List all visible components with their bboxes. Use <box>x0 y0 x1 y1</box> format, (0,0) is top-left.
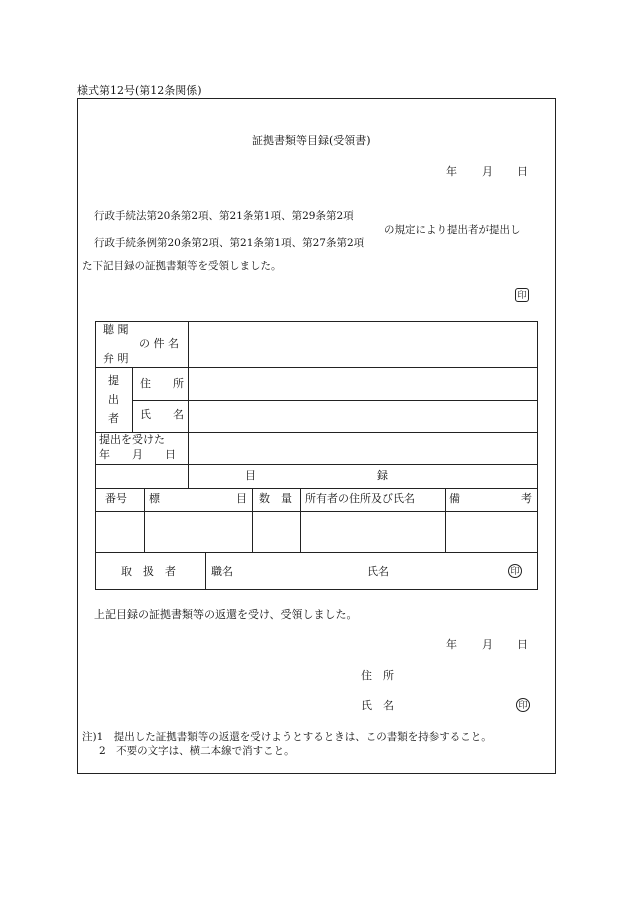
catalog-label-left: 目 <box>245 469 256 482</box>
form-title: 証拠書類等目録(受領書) <box>252 134 371 147</box>
note-2: 2 不要の文字は、横二本線で消すこと。 <box>99 745 295 757</box>
col-item-right: 目 <box>236 492 247 505</box>
submitter-label-1: 提 <box>108 374 119 387</box>
date-month-bottom: 月 <box>482 638 493 651</box>
name-label: 氏 名 <box>140 408 184 421</box>
received-date-label: 提出を受けた <box>99 433 165 446</box>
hearing-label-bottom: 弁 明 <box>103 352 129 365</box>
date-year-bottom: 年 <box>446 638 457 651</box>
date-month-top: 月 <box>482 165 493 178</box>
bottom-name-label: 氏 名 <box>361 699 394 712</box>
col-owner: 所有者の住所及び氏名 <box>305 492 415 505</box>
received-date-sub: 年 月 日 <box>99 448 176 461</box>
return-statement: 上記目録の証拠書類等の返還を受け、受領しました。 <box>94 608 358 621</box>
date-day-top: 日 <box>517 165 528 178</box>
law-reference-line-1: 行政手続法第20条第2項、第21条第1項、第29条第2項 <box>94 210 354 222</box>
col-number: 番号 <box>105 492 127 505</box>
case-name-label: の 件 名 <box>139 337 179 350</box>
col-quantity: 数 量 <box>259 492 292 505</box>
law-reference-suffix: の規定により提出者が提出し <box>384 224 521 236</box>
submitter-label-3: 者 <box>108 412 119 425</box>
seal-stamp-handler: 印 <box>508 564 522 578</box>
catalog-label-right: 録 <box>377 469 388 482</box>
col-remarks-left: 備 <box>449 492 460 505</box>
handler-label: 取 扱 者 <box>121 565 176 578</box>
seal-stamp-top: 印 <box>515 288 529 302</box>
date-day-bottom: 日 <box>517 638 528 651</box>
col-remarks-right: 考 <box>521 492 532 505</box>
address-label: 住 所 <box>140 377 184 390</box>
date-year-top: 年 <box>446 165 457 178</box>
handler-name-label: 氏名 <box>367 565 389 578</box>
note-1: 注)1 提出した証拠書類等の返還を受けようとするときは、この書類を持参すること。 <box>82 731 492 743</box>
hearing-label-top: 聴 聞 <box>103 323 129 336</box>
bottom-address-label: 住 所 <box>361 669 394 682</box>
seal-stamp-bottom: 印 <box>516 698 530 712</box>
form-number: 様式第12号(第12条関係) <box>77 84 202 97</box>
law-reference-line-2: 行政手続条例第20条第2項、第21条第1項、第27条第2項 <box>94 237 365 249</box>
col-item-left: 標 <box>149 492 160 505</box>
submitter-label-2: 出 <box>108 393 119 406</box>
handler-title-label: 職名 <box>211 565 233 578</box>
receipt-statement: た下記目録の証拠書類等を受領しました。 <box>82 260 282 272</box>
